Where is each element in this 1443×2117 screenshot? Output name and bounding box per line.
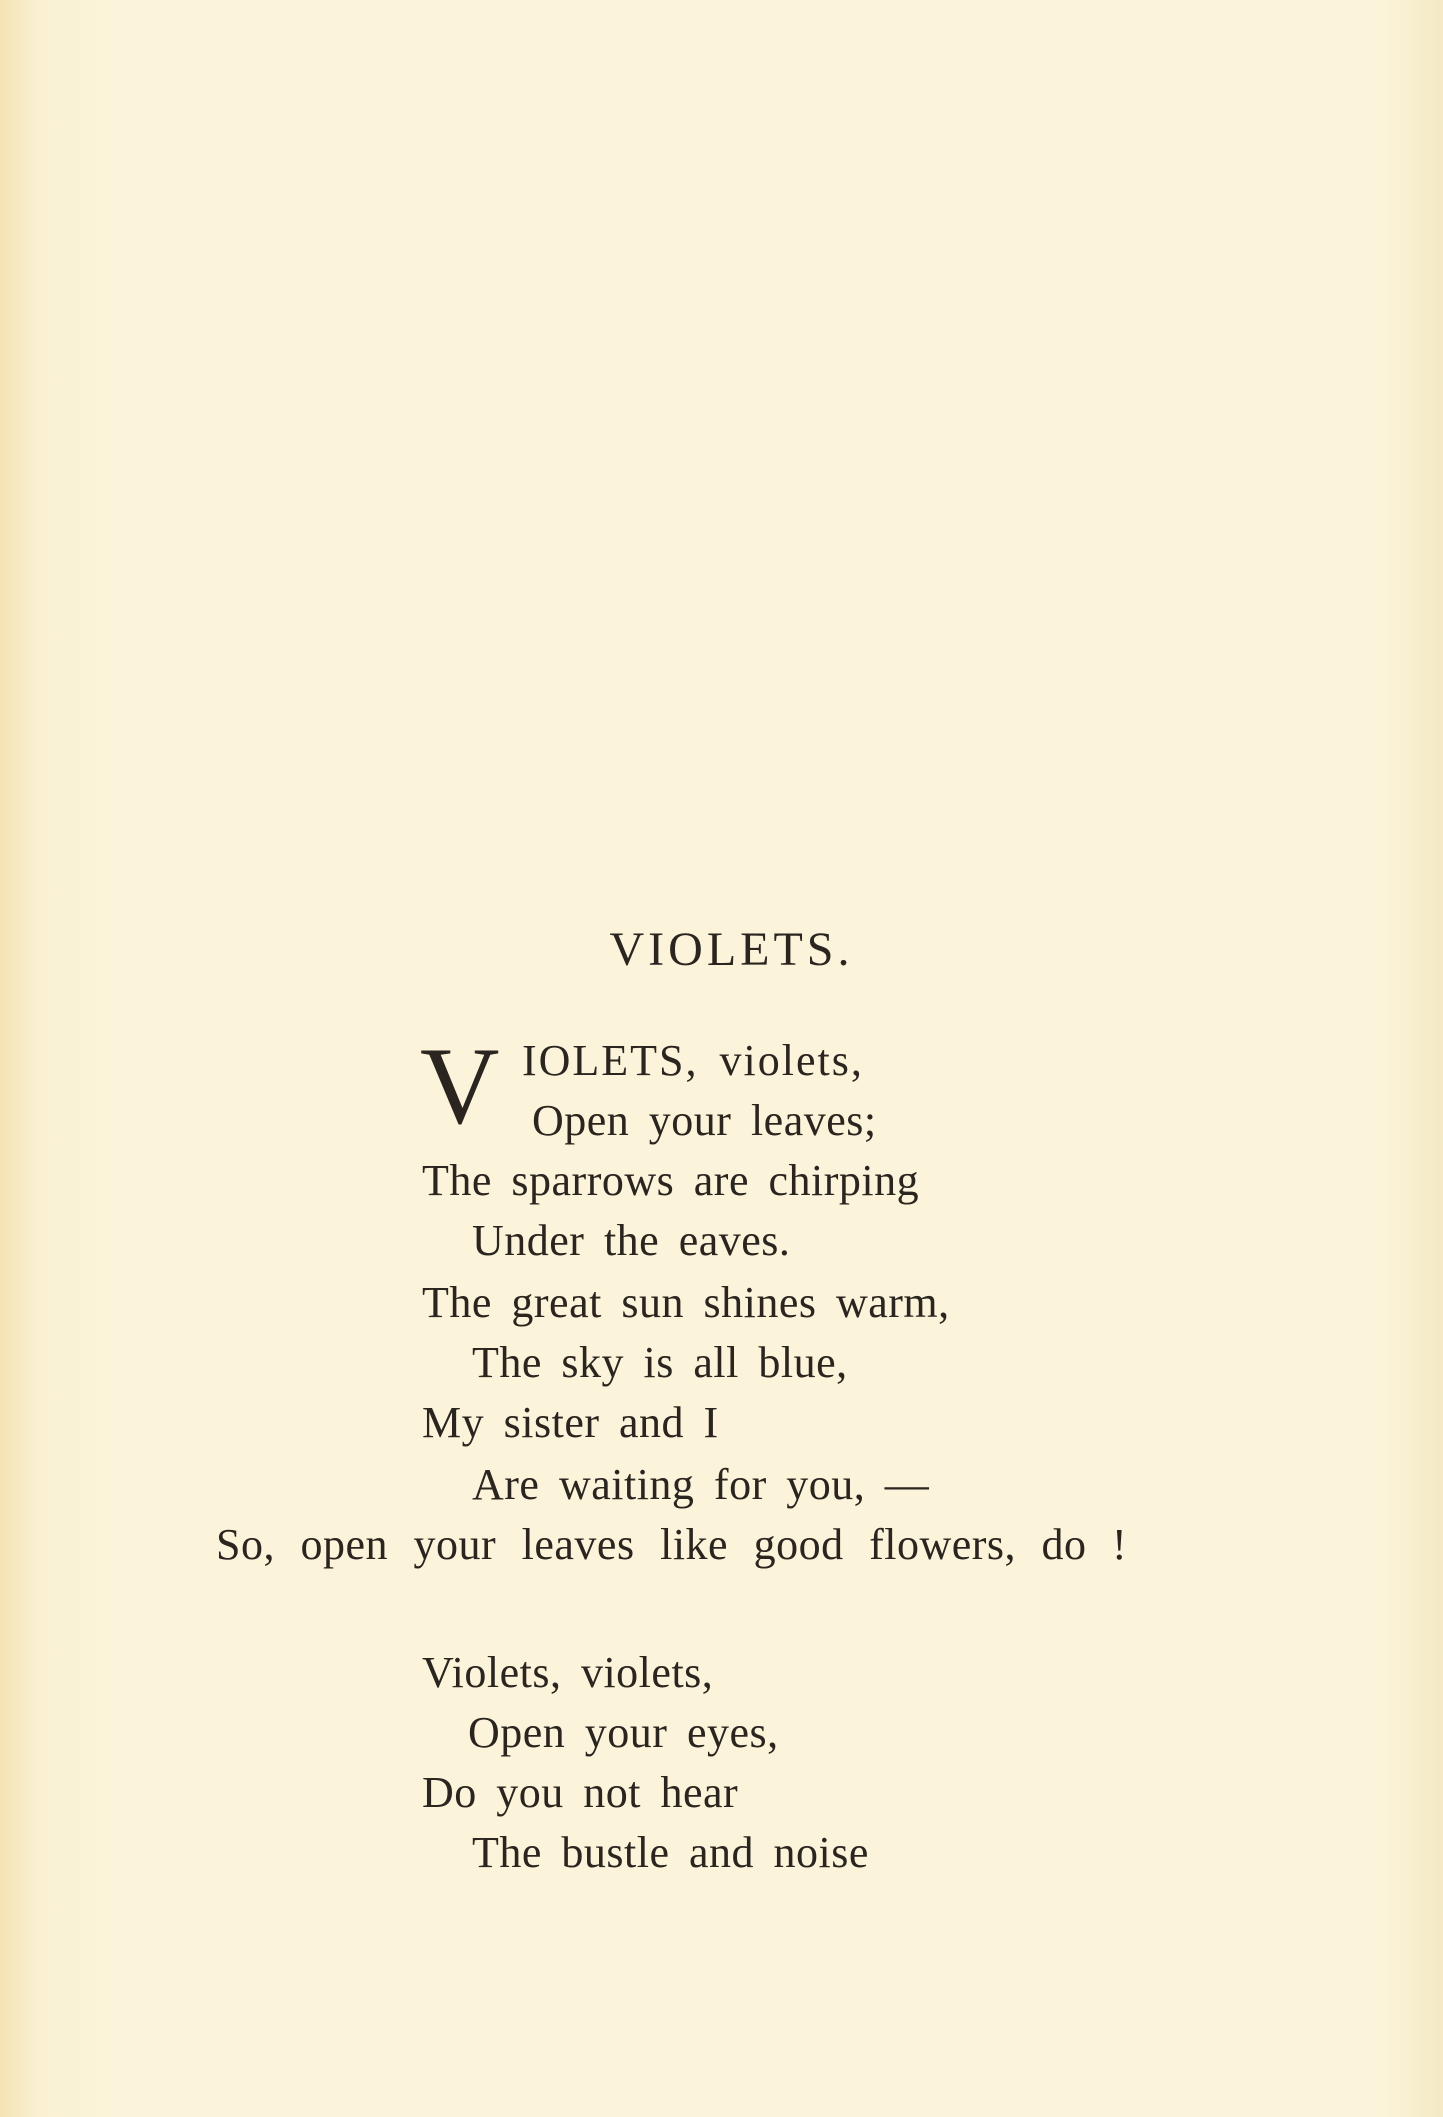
poem-line: IOLETS, violets,	[522, 1036, 864, 1085]
poem-line: Violets, violets,	[422, 1648, 714, 1697]
poem-line: Open your eyes,	[468, 1708, 779, 1757]
poem-line: So, open your leaves like good flowers, do !	[216, 1520, 1128, 1569]
poem-line: The sky is all blue,	[472, 1338, 848, 1387]
drop-cap: V	[420, 1025, 500, 1147]
poem-line: My sister and I	[422, 1398, 719, 1447]
poem-line: Open your leaves;	[532, 1096, 877, 1145]
poem-line: Do you not hear	[422, 1768, 739, 1817]
poem-line: Are waiting for you, —	[472, 1460, 930, 1509]
poem-line: The great sun shines warm,	[422, 1278, 950, 1327]
poem-line: Under the eaves.	[472, 1216, 791, 1265]
poem-title: VIOLETS.	[609, 923, 854, 976]
poem-line: The bustle and noise	[472, 1828, 869, 1877]
poem-line: The sparrows are chirping	[422, 1156, 920, 1205]
